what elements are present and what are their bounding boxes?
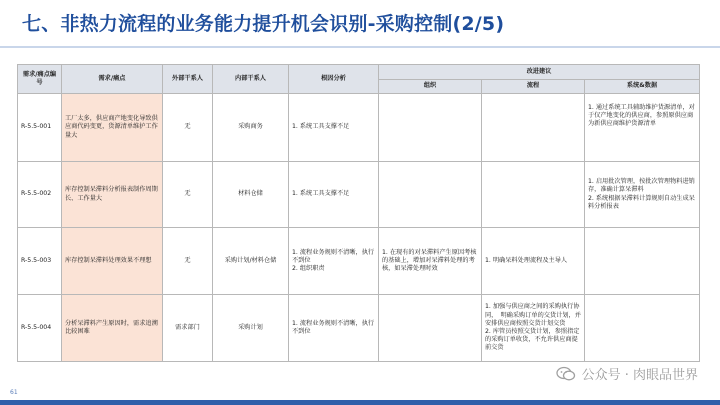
row-process [482, 94, 585, 162]
row-system: 1. 通过系统工具辅助维护货源清单，对于仅产地变化的供应商，参照原供应商为新供应商维护货源清单 [585, 94, 700, 162]
row-external: 无 [163, 162, 213, 228]
row-process [482, 162, 585, 228]
header-root-cause: 根因分析 [289, 65, 379, 94]
row-id: R-5.5-004 [18, 295, 62, 362]
row-root-cause: 1. 系统工具支撑不足 [289, 162, 379, 228]
row-external: 需求部门 [163, 295, 213, 362]
row-internal: 采购计划/材料仓储 [213, 228, 289, 295]
table-row [18, 228, 700, 295]
header-process: 流程 [482, 80, 585, 94]
watermark [556, 364, 698, 383]
row-internal: 采购商务 [213, 94, 289, 162]
row-system: 1. 启用批次管理，按批次管理物料进销存，准确计算呆滞料 2. 系统根据呆滞料计算规则自动生成呆料分析报表 [585, 162, 700, 228]
row-root-cause: 1. 系统工具支撑不足 [289, 94, 379, 162]
row-org [379, 295, 482, 362]
header-external: 外部干系人 [163, 65, 213, 94]
row-external: 无 [163, 228, 213, 295]
row-root-cause: 1. 流程业务规则不清晰，执行不到位 2. 组织职责 [289, 228, 379, 295]
row-pain: 分析呆滞料产生原因时，需求追溯比较困难 [62, 295, 163, 362]
row-process: 1. 加强与供应商之间的采购执行协同， 明确采购订单的交货计划，并安排供应商按照交货计划交货 2. 库管员按照交货计划，参照指定的采购订单收货，不允许供应商提前交货 [482, 295, 585, 362]
row-id: R-5.5-001 [18, 94, 62, 162]
row-internal: 材料仓储 [213, 162, 289, 228]
requirements-table [17, 64, 700, 362]
row-system [585, 295, 700, 362]
header-internal: 内部干系人 [213, 65, 289, 94]
table-row [18, 94, 700, 162]
page-title: 七、非热力流程的业务能力提升机会识别-采购控制(2/5) [22, 13, 505, 35]
row-id: R-5.5-003 [18, 228, 62, 295]
header-id: 需求/痛点编号 [18, 65, 62, 94]
row-pain: 库存控制呆滞料处理效果不理想 [62, 228, 163, 295]
wechat-icon [556, 366, 576, 382]
row-id: R-5.5-002 [18, 162, 62, 228]
row-org [379, 94, 482, 162]
row-external: 无 [163, 94, 213, 162]
row-internal: 采购计划 [213, 295, 289, 362]
header-org: 组织 [379, 80, 482, 94]
page-number: 61 [10, 389, 18, 396]
row-org: 1. 在现有的对呆滞料产生原因考核的基础上，增加对呆滞料处理的考核，如呆滞处理时效 [379, 228, 482, 295]
row-pain: 工厂太多，供应商产地变化导致供应商代码变更，货源清单维护工作量大 [62, 94, 163, 162]
table-row [18, 162, 700, 228]
watermark-text: 公众号 · 肉眼品世界 [581, 368, 698, 383]
table-row [18, 295, 700, 362]
row-org [379, 162, 482, 228]
header-improvement: 改进建议 [379, 65, 700, 80]
title-divider [0, 46, 720, 48]
header-system: 系统&数据 [585, 80, 700, 94]
row-pain: 库存控制呆滞料分析报表制作周期长、工作量大 [62, 162, 163, 228]
row-system [585, 228, 700, 295]
bottom-bar [0, 400, 720, 405]
row-root-cause: 1. 流程业务规则不清晰，执行不到位 [289, 295, 379, 362]
header-pain: 需求/痛点 [62, 65, 163, 94]
row-process: 1. 明确呆料处理流程及主导人 [482, 228, 585, 295]
